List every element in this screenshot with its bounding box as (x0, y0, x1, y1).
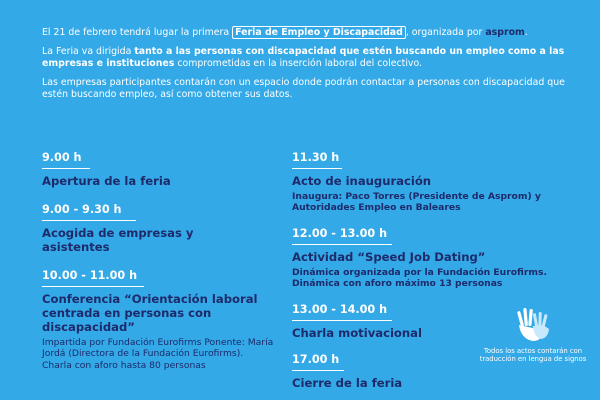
sign-language-note: Todos los actos contarán con traducción en lengua de signos (479, 347, 587, 363)
schedule-item (42, 198, 274, 254)
schedule-item (292, 222, 582, 290)
sign-language-notice (478, 305, 588, 363)
schedule-title: Acto de inauguración (292, 174, 432, 188)
schedule-time: 12.00 - 13.00 h (292, 226, 388, 240)
schedule-time: 9.00 h (42, 151, 82, 164)
intro-text (42, 27, 572, 108)
schedule-item (292, 146, 582, 214)
schedule-title: Acogida de empresas y asistentes (42, 226, 194, 254)
intro-paragraph-2: La Feria va dirigida tanto a las personas con discapacidad que estén buscando un empleo como a las empresas e instituciones comprometidas en la inserción laboral del colectivo. (42, 46, 565, 69)
schedule-time: 13.00 - 14.00 h (292, 302, 388, 316)
schedule-description: Inaugura: Paco Torres (Presidente de Asprom) y Autoridades Empleo en Baleares (292, 191, 541, 214)
intro-paragraph-1: El 21 de febrero tendrá lugar la primera Feria de Empleo y Discapacidad , organizada por asprom. (42, 27, 528, 38)
sign-language-hands-icon (513, 305, 553, 345)
schedule-title: Charla motivacional (292, 325, 422, 340)
time-underline (292, 320, 392, 321)
schedule-title: Apertura de la feria (42, 174, 171, 188)
schedule-item (42, 264, 274, 371)
organizer-name: asprom (485, 27, 525, 38)
schedule-time: 11.30 h (292, 151, 340, 164)
schedule-title: Conferencia “Orientación laboral centrada en personas con discapacidad” (42, 292, 258, 334)
schedule-time: 17.00 h (292, 352, 340, 366)
schedule-description: Impartida por Fundación Eurofirms Ponente: María Jordá (Directora de la Fundación Eurofirms). Charla con aforo hasta 80 personas (42, 337, 274, 371)
schedule-item (42, 146, 274, 188)
time-underline (42, 220, 136, 221)
schedule-time: 10.00 - 11.00 h (42, 269, 138, 282)
schedule-time: 9.00 - 9.30 h (42, 203, 122, 216)
time-underline (42, 286, 144, 287)
schedule-description: Dinámica organizada por la Fundación Eurofirms. Dinámica con aforo máximo 13 personas (292, 266, 547, 290)
schedule-title: Actividad “Speed Job Dating” (292, 249, 486, 264)
schedule-title: Cierre de la feria (292, 375, 403, 390)
target-audience-highlight: tanto a las personas con discapacidad que estén buscando un empleo como a las empresas e instituciones (42, 46, 565, 69)
event-name-highlight: Feria de Empleo y Discapacidad (232, 26, 406, 39)
time-underline (292, 370, 344, 371)
intro-paragraph-3: Las empresas participantes contarán con un espacio donde podrán contactar a personas con discapacidad que estén buscando empleo, así como obtener sus datos. (42, 77, 565, 100)
schedule-left-column (42, 146, 274, 376)
time-underline (292, 168, 342, 169)
time-underline (42, 168, 90, 169)
time-underline (292, 244, 392, 245)
